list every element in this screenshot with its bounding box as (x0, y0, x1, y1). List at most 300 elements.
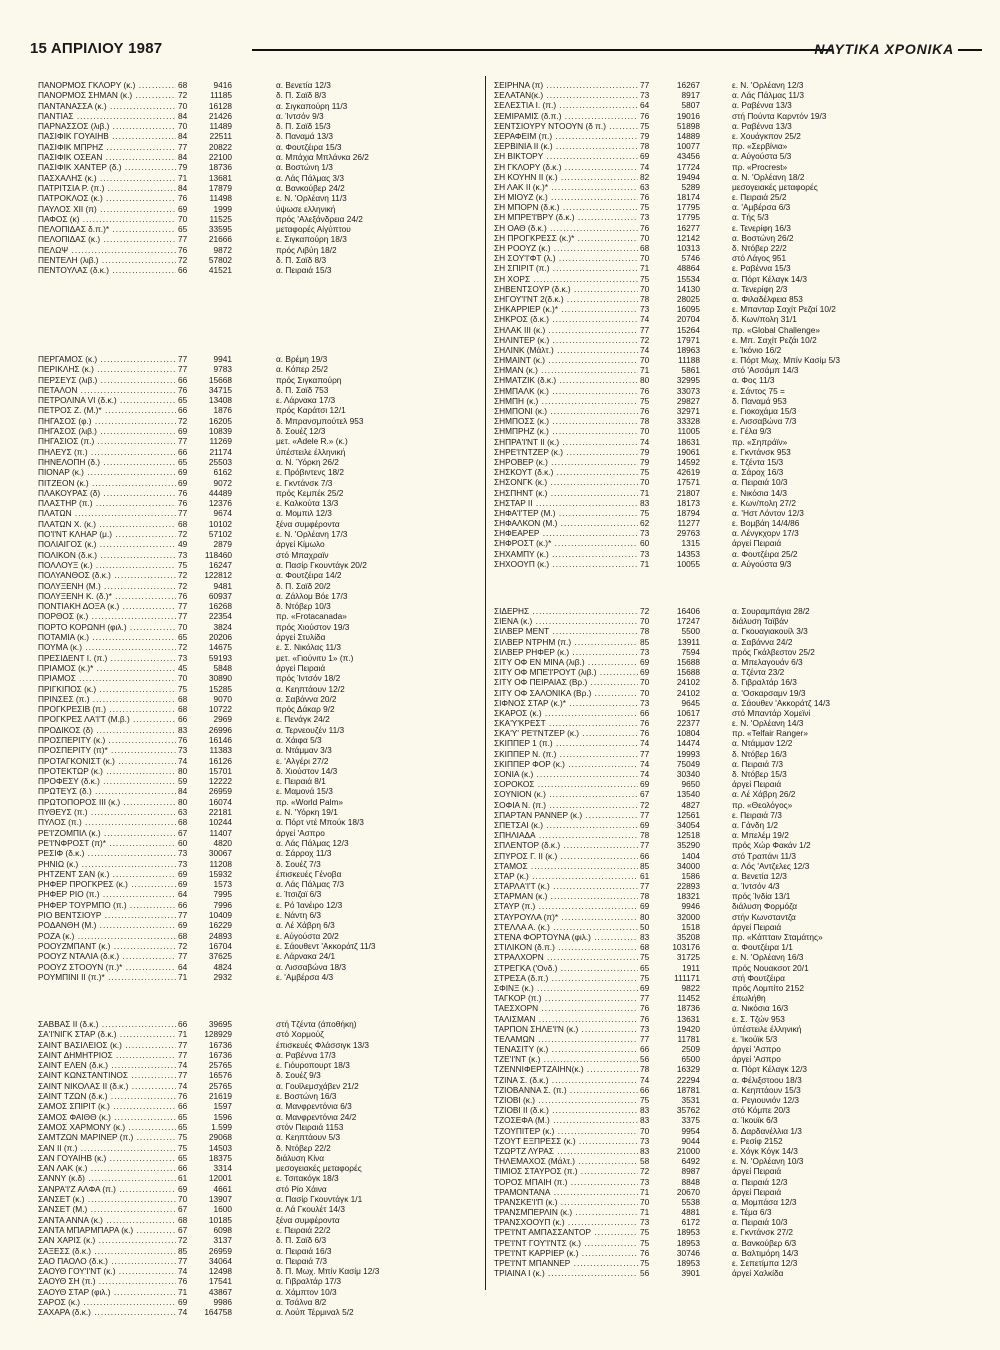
tonnage: 18174 (676, 192, 700, 203)
build-year: 75 (640, 121, 658, 131)
position: ε. Ν. 'Ορλέανη 16/3 (732, 952, 804, 963)
build-year: 74 (178, 1307, 196, 1317)
ship-row (494, 508, 972, 518)
ship-row (38, 704, 478, 714)
position: δ. Ντόβερ 16/3 (732, 748, 787, 759)
ship-row (38, 457, 478, 467)
ship-row (494, 1197, 972, 1207)
ship-name: ΠΟΡΤΟ ΚΟΡΩΝΗ (φιλ.) ..... (38, 622, 176, 632)
ship-name: ΠΕΛΩΨ ..... (38, 245, 176, 255)
build-year: 70 (178, 121, 196, 131)
build-year: 65 (178, 632, 196, 642)
position: πρ. «Global Challenge» (732, 324, 820, 335)
build-year: 74 (640, 314, 658, 324)
ship-name: ΣΗΣΤΑΡ II ..... (494, 498, 638, 508)
ship-row (494, 963, 972, 973)
ship-row (494, 800, 972, 810)
ship-row (494, 677, 972, 687)
position: ε. Λάρνακα 24/1 (276, 951, 336, 962)
build-year: 76 (640, 728, 658, 738)
ship-name: ΠΕΡΣΕΥΣ (λιβ.) ..... (38, 375, 176, 385)
tonnage: 9044 (681, 1135, 700, 1146)
ship-name: ΣΤΕΝΑ ΦΟΡΤΟΥΝΑ (φιλ.) ..... (494, 932, 638, 942)
ship-name: ΠΗΛΕΥΣ (π.) ..... (38, 447, 176, 457)
position: στό Μπαντάρ Χομεϊνί (732, 707, 811, 718)
tonnage: 11005 (677, 426, 700, 437)
position: α. Λέ Χάβρη 6/3 (276, 920, 335, 931)
position: α. Μομπάσα 12/3 (732, 1196, 797, 1207)
ship-row (38, 183, 478, 193)
ship-name: ΣΙΛΒΕΡ ΜΕΝΤ ..... (494, 626, 638, 636)
ship-name: ΣΑΙΝΤ ΤΖΩΝ (δ.κ.) ..... (38, 1091, 176, 1101)
position: α. Λά Γκουλέτ 14/3 (276, 1204, 345, 1215)
tonnage: 1876 (213, 405, 232, 416)
position: πρ. «Σερβίνια» (732, 141, 788, 152)
tonnage: 5746 (681, 253, 700, 264)
tonnage: 21807 (676, 487, 700, 498)
position: διάλυση Φορμόζα (732, 901, 798, 912)
position: α. Ντάμμαν 3/3 (276, 745, 332, 756)
ship-name: ΣΗΦΑΛΚΟΝ (Μ.) ..... (494, 518, 638, 528)
position: ε. Ν. 'Ορλέανη 17/3 (276, 529, 348, 540)
build-year: 77 (640, 325, 658, 335)
position: πρ. «Σηπράϊν» (732, 436, 788, 447)
tonnage: 1999 (213, 203, 232, 214)
tonnage: 5500 (681, 626, 700, 637)
tonnage: 25765 (208, 1080, 232, 1091)
position: ε. Κων/πολη 27/2 (732, 497, 796, 508)
tonnage: 30340 (676, 769, 700, 779)
ship-row (494, 386, 972, 396)
position: ε. Ραβέννα 15/3 (732, 263, 791, 274)
ship-name: ΤΖΕ'Ι'ΝΤ (κ.) ..... (494, 1054, 638, 1064)
position: α. Βοστώνη 26/2 (732, 232, 794, 243)
build-year: 71 (640, 263, 658, 273)
tonnage: 4881 (681, 1207, 700, 1218)
build-year: 68 (640, 942, 658, 952)
position: δ. Σουέζ 12/3 (276, 426, 326, 437)
ship-row (38, 1112, 478, 1122)
tonnage: 3375 (681, 1115, 700, 1126)
ship-name: ΡΙΟ ΒΕΝΤΣΙΟΥΡ ..... (38, 910, 176, 920)
ship-row (38, 1091, 478, 1101)
ship-name: ΠΑΣΙΦΙΚ ΟΣΕΑΝ ..... (38, 152, 176, 162)
position: δ. Π. Σαϊδ 6/3 (276, 1235, 327, 1246)
build-year: 77 (640, 810, 658, 820)
position: έπωλήθη (732, 993, 766, 1004)
build-year: 85 (178, 1246, 196, 1256)
position: ε. Μπανταρ Σαχίτ Ρεζαί 10/2 (732, 304, 836, 315)
tonnage: 20704 (676, 314, 700, 325)
position: α. Ίκουϊκ 6/3 (732, 1115, 778, 1126)
position: α. Πειραιά 16/3 (276, 1245, 332, 1256)
ship-row (494, 942, 972, 952)
tonnage: 10839 (208, 426, 232, 437)
position: α. Ρεγιουνιόν 12/3 (732, 1095, 799, 1105)
tonnage: 29068 (208, 1132, 232, 1143)
build-year: 74 (640, 738, 658, 748)
tonnage: 32971 (676, 406, 700, 416)
ship-row (38, 224, 478, 234)
tonnage: 24102 (676, 687, 700, 698)
position: στό Κόμπε 20/3 (732, 1105, 791, 1116)
ship-name: ΣΑΝ ΧΑΡΙΣ (κ.) ..... (38, 1235, 176, 1245)
ship-name: ΡΗΝΙΩ (κ.) ..... (38, 859, 176, 869)
ship-row (38, 375, 478, 385)
position: πρός Νουακσοτ 20/1 (732, 962, 809, 973)
tonnage: 12498 (208, 1266, 232, 1277)
ship-row (494, 192, 972, 202)
tonnage: 43867 (208, 1286, 232, 1297)
ship-row (38, 1297, 478, 1307)
ship-name: ΣΚΙΠΠΕΡ 1 (π.) ..... (494, 738, 638, 748)
position: δ. Παναμά 953 (732, 395, 787, 406)
tonnage: 10185 (208, 1214, 232, 1225)
ship-row (38, 673, 478, 683)
build-year: 78 (640, 830, 658, 840)
ship-row (494, 830, 972, 840)
position: στή Πούντα Καρντόν 19/3 (732, 110, 827, 121)
ship-name: ΠΕΝΤΕΛΗ (λιβ.) ..... (38, 255, 176, 265)
ship-name: ΠΑΣΧΑΛΗΣ (κ.) ..... (38, 173, 176, 183)
ship-row (494, 233, 972, 243)
build-year: 66 (178, 1019, 196, 1029)
build-year: 83 (640, 1146, 658, 1156)
tonnage: 20822 (208, 141, 232, 152)
ship-name: ΠΡΟΣΠΕΡΙΤΥ (π)* ..... (38, 745, 176, 755)
position: ε. Ν. 'Ορλέανη 12/3 (732, 80, 804, 90)
ship-row (494, 688, 972, 698)
tonnage: 7995 (213, 889, 232, 900)
position: α. Λάς Πάλμας 7/3 (276, 879, 344, 890)
build-year: 78 (640, 891, 658, 901)
tonnage: 16268 (208, 601, 232, 612)
tonnage: 33595 (208, 224, 232, 235)
build-year: 72 (178, 581, 196, 591)
build-year: 80 (640, 912, 658, 922)
tonnage: 6492 (681, 1156, 700, 1167)
ship-row (38, 663, 478, 673)
tonnage: 35762 (676, 1105, 700, 1116)
tonnage: 10102 (208, 518, 232, 529)
position: α. Βενετία 12/3 (732, 870, 787, 881)
ship-name: ΣΗΓΟΥ'Ι'ΝΤ 2(δ.κ.) ..... (494, 294, 638, 304)
ship-name: ΡΗΦΕΡ ΡΙΟ (π.) ..... (38, 889, 176, 899)
ship-name: ΡΗΤΖΕΝΤ ΣΑΝ (κ.) ..... (38, 869, 176, 879)
position: άργεί 'Ασπρο (732, 1044, 781, 1055)
ship-row (38, 962, 478, 972)
build-year: 68 (178, 80, 196, 90)
ship-name: ΠΕΤΡΟΣ Ζ. (Μ.)* ..... (38, 405, 176, 415)
ship-row (494, 952, 972, 962)
build-year: 76 (178, 385, 196, 395)
position: διάλυση Ταϊβάν (732, 616, 789, 627)
build-year: 73 (640, 1024, 658, 1034)
ship-name: ΠΙΤΖΕΟΝ (κ.) ..... (38, 478, 176, 488)
ship-name: ΠΑΣΙΦΙΚ ΜΠΡΗΖ ..... (38, 142, 176, 152)
build-year: 75 (178, 1143, 196, 1153)
column-divider (485, 76, 486, 1290)
build-year: 45 (178, 663, 196, 673)
build-year: 77 (640, 80, 658, 90)
build-year: 75 (640, 1227, 658, 1237)
build-year: 70 (640, 1126, 658, 1136)
position: α. Μπελαγουάν 6/3 (732, 656, 803, 667)
build-year: 73 (640, 304, 658, 314)
position: πρός Λιβύη 18/2 (276, 244, 337, 255)
position: ε. 'Αλγέρι 27/2 (276, 755, 329, 766)
position: α. Γάνδη 1/2 (732, 819, 778, 830)
ship-row (38, 581, 478, 591)
ship-row (494, 769, 972, 779)
ship-row (494, 1034, 972, 1044)
tonnage: 17795 (676, 212, 700, 223)
build-year: 68 (178, 694, 196, 704)
build-year: 64 (640, 100, 658, 110)
ship-name: ΤΡΙΑΙΝΑ Ι (κ.) ..... (494, 1268, 638, 1278)
position: α. Πειραιά 7/3 (732, 758, 783, 769)
position: μεσογειακές μεταφορές (276, 1163, 362, 1174)
position: ε. Πόρτ Μωχ. Μπίν Κασίμ 5/3 (732, 355, 840, 366)
ship-name: ΣΚΙΠΠΕΡ Ν. (π.) ..... (494, 749, 638, 759)
build-year: 73 (640, 528, 658, 538)
ship-row (38, 560, 478, 570)
ship-row (494, 759, 972, 769)
tonnage: 22377 (676, 718, 700, 729)
ship-row (38, 1101, 478, 1111)
ship-row (38, 436, 478, 446)
ship-row (38, 265, 478, 275)
tonnage: 128929 (204, 1029, 232, 1040)
ship-row (38, 1235, 478, 1245)
position: α. Πόρτ ντέ Μπούκ 18/3 (276, 817, 364, 828)
tonnage: 17879 (208, 182, 232, 193)
ship-name: ΠΑΝΟΡΜΟΣ ΣΗΜΑΝ (κ.) ..... (38, 90, 176, 100)
build-year: 64 (178, 889, 196, 899)
position: α. Ίντσόν 4/3 (732, 881, 780, 892)
ship-name: ΣΤΑΥΡΟΥΛΑ (π)* ..... (494, 912, 638, 922)
tonnage: 5848 (213, 662, 232, 673)
tonnage: 18375 (208, 1152, 232, 1163)
ship-name: ΠΕΤΡΟΛΙΝΑ VI (δ.κ.) ..... (38, 395, 176, 405)
tonnage: 21000 (676, 1145, 700, 1156)
position: α. Πειραιά 10/3 (732, 477, 788, 488)
tonnage: 9941 (213, 354, 232, 364)
ship-row (494, 1217, 972, 1227)
tonnage: 16576 (208, 1070, 232, 1081)
tonnage: 17971 (676, 334, 700, 345)
ship-row (494, 647, 972, 657)
tonnage: 16247 (208, 559, 232, 570)
tonnage: 13540 (676, 789, 700, 800)
position: άργεί 'Ασπρο (732, 1054, 781, 1065)
ship-name: ΣΑΡΟΣ (κ.) ..... (38, 1297, 176, 1307)
position: ε. Χουάγκπον 25/2 (732, 130, 801, 141)
build-year: 70 (640, 253, 658, 263)
ship-row (494, 891, 972, 901)
build-year: 66 (640, 1085, 658, 1095)
ship-row (38, 1173, 478, 1183)
ship-row (494, 182, 972, 192)
build-year: 50 (640, 922, 658, 932)
build-year: 77 (178, 364, 196, 374)
position: ε. Σ. Τζών 953 (732, 1013, 785, 1024)
ship-row (494, 912, 972, 922)
position: στό Ρίο Χάινα (276, 1183, 327, 1194)
ship-name: ΤΑΡΠΟΝ ΣΗΛΕ'Ι'Ν (κ.) ..... (494, 1024, 638, 1034)
tonnage: 10804 (676, 728, 700, 739)
build-year: 68 (178, 704, 196, 714)
ship-row (494, 840, 972, 850)
build-year: 73 (178, 848, 196, 858)
ship-name: ΣΑΜΤΖΩΝ ΜΑΡΙΝΕΡ (π.) ..... (38, 1132, 176, 1142)
tonnage: 16277 (676, 222, 700, 233)
position: α. Λούπ Τέρμιναλ 5/2 (276, 1307, 354, 1318)
ship-name: ΠΟΛΥΞΕΝΗ (Μ.) ..... (38, 581, 176, 591)
ship-row (38, 838, 478, 848)
tonnage: 22181 (208, 807, 232, 818)
ship-name: ΤΑΕΣΧΟΡΝ ..... (494, 1003, 638, 1013)
position: ε. Σάουθεντ 'Ακκοράτζ 11/3 (276, 940, 376, 951)
ship-name: ΤΡΑΜΟΝΤΑΝΑ ..... (494, 1187, 638, 1197)
tonnage: 18953 (676, 1258, 700, 1268)
ship-name: ΣΗ ΜΠΡΕ'Ι'ΒΡΥ (δ.κ.) ..... (494, 212, 638, 222)
ship-name: ΣΟΝΙΑ (κ.) ..... (494, 769, 638, 779)
tonnage: 26959 (208, 786, 232, 797)
build-year: 79 (640, 457, 658, 467)
ship-row (38, 684, 478, 694)
build-year: 72 (640, 1166, 658, 1176)
ship-name: ΠΕΛΟΠΙΔΑΣ δ.π.)* ..... (38, 224, 176, 234)
tonnage: 11269 (209, 436, 232, 447)
ship-name: ΡΕ'Ι'ΝΦΡΟΣΤ (π)* ..... (38, 838, 176, 848)
tonnage: 6172 (681, 1217, 700, 1228)
ship-row (494, 100, 972, 110)
ship-name: ΤΡΕ'Ι'ΝΤ ΑΜΠΑΣΣΑΝΤΟΡ ..... (494, 1227, 638, 1237)
build-year: 76 (178, 245, 196, 255)
ship-row (494, 559, 972, 569)
ship-name: ΣΙΤΥ ΟΦ ΣΑΛΟΝΙΚΑ (Βρ.) ..... (494, 688, 638, 698)
position: δ. Π. Σαϊδ 8/3 (276, 90, 327, 101)
build-year: 77 (178, 1256, 196, 1266)
ship-row (494, 447, 972, 457)
tonnage: 30746 (676, 1247, 700, 1258)
ship-name: ΣΤΙΛΙΚΟΝ (δ.π.) ..... (494, 942, 638, 952)
build-year: 73 (178, 859, 196, 869)
ship-name: ΣΑΙΝΤ ΝΙΚΟΛΑΣ II (δ.κ.) ..... (38, 1081, 176, 1091)
ship-row (494, 365, 972, 375)
build-year: 71 (640, 488, 658, 498)
ship-name: ΣΗ ΜΠΟΡΝ (δ.κ.) ..... (494, 202, 638, 212)
ship-name: ΣΗ ΣΠΙΡΙΤ (π.) ..... (494, 263, 638, 273)
position: πρ. «Procrest» (732, 161, 788, 172)
ship-name: ΤΖΕΝΝΙΦΕΡΤΖΑΙΗΝ(κ.) ..... (494, 1064, 638, 1074)
position: στόν Πειραιά 1153 (276, 1121, 344, 1132)
ship-name: ΣΤΡΕΓΚΑ ('Ονδ.) ..... (494, 963, 638, 973)
position: πρός Δάκαρ 9/2 (276, 704, 335, 715)
ship-row (494, 637, 972, 647)
build-year: 77 (178, 611, 196, 621)
build-year: 76 (178, 193, 196, 203)
build-year: 71 (178, 972, 196, 982)
tonnage: 43456 (676, 151, 700, 162)
build-year: 77 (640, 881, 658, 891)
tonnage: 14130 (676, 283, 700, 294)
ship-name: ΣΑΝΣΕΤ (Μ.) ..... (38, 1204, 176, 1214)
ship-row (494, 488, 972, 498)
tonnage: 17724 (676, 161, 700, 172)
position: στό Λάγος 951 (732, 253, 787, 264)
ship-row (494, 528, 972, 538)
position: ε. Τσιτακόγκ 18/3 (276, 1173, 339, 1184)
build-year: 66 (640, 708, 658, 718)
build-year: 72 (178, 90, 196, 100)
position: ξένα συμφέροντα (276, 518, 340, 529)
position: α. Αύγούστα 9/3 (732, 558, 792, 569)
ship-row (494, 477, 972, 487)
ship-name: ΣΗΡΟΒΕΡ (κ.) ..... (494, 457, 638, 467)
ship-name: ΣΑΙΝΤ ΚΩΝΣΤΑΝΤΙΝΟΣ ..... (38, 1070, 176, 1080)
build-year: 84 (178, 183, 196, 193)
ship-name: ΣΕΜΙΡΑΜΙΣ (δ.π.) ..... (494, 111, 638, 121)
ship-name: ΣΑΝΡΑ'Ι'Ζ ΑΛΦΑ (π.) ..... (38, 1184, 176, 1194)
tonnage: 17541 (208, 1276, 232, 1287)
tonnage: 10722 (208, 704, 232, 715)
tonnage: 16146 (208, 734, 232, 745)
ship-name: ΤΖΙΝΑ Σ. (δ.κ.) ..... (494, 1075, 638, 1085)
position: α. Τής 5/3 (732, 212, 769, 223)
ship-row (494, 80, 972, 90)
position: ε. Ν. 'Ορλέανη 11/3 (276, 193, 347, 204)
position: ε. Πειραιά 8/1 (276, 776, 326, 787)
ship-name: ΣΑΒΒΑΣ II (δ.κ.) ..... (38, 1019, 176, 1029)
ship-row (494, 881, 972, 891)
ship-name: ΣΕΙΡΗΝΑ (π) ..... (494, 80, 638, 90)
build-year: 70 (178, 673, 196, 683)
build-year: 69 (178, 869, 196, 879)
ship-name: ΠΑΤΡΙΤΣΙΑ Ρ. (π.) ..... (38, 183, 176, 193)
position: α. Λάς Πάλμας 12/3 (276, 837, 349, 848)
ship-row (38, 467, 478, 477)
build-year: 73 (640, 549, 658, 559)
tonnage: 9481 (213, 580, 232, 591)
build-year: 75 (640, 274, 658, 284)
ship-row (494, 789, 972, 799)
ship-row (38, 1060, 478, 1070)
tonnage: 19061 (676, 446, 700, 457)
ship-row (38, 550, 478, 560)
build-year: 76 (178, 735, 196, 745)
ship-name: ΠΟ'Ι'ΝΤ ΚΛΗΑΡ (μ.) ..... (38, 529, 176, 539)
position: άργεί Χαλκίδα (732, 1268, 784, 1279)
ship-name: ΣΤΡΑΛΧΟΡΝ ..... (494, 952, 638, 962)
position: α. Αύγούστα 5/3 (732, 151, 792, 162)
tonnage: 3824 (213, 621, 232, 632)
ship-name: ΠΟΛΥΞΕΝΗ Κ. (δ.)* ..... (38, 591, 176, 601)
build-year: 59 (178, 776, 196, 786)
ship-name: ΣΗΚΡΟΣ (δ.κ.) ..... (494, 314, 638, 324)
build-year: 77 (178, 1070, 196, 1080)
position: δ. Π. Σαϊδ 8/3 (276, 255, 327, 266)
tonnage: 15285 (208, 683, 232, 694)
position: πρός Χιούστον 19/3 (276, 621, 350, 632)
tonnage: 1586 (681, 870, 700, 881)
ship-row (494, 141, 972, 151)
ship-name: ΣΗ ΡΟΟΥΖ (κ.) ..... (494, 243, 638, 253)
build-year: 75 (640, 396, 658, 406)
tonnage: 122812 (204, 570, 232, 581)
ship-name: ΤΡΑΝΣΜΠΕΡΛΙΝ (κ.) ..... (494, 1207, 638, 1217)
